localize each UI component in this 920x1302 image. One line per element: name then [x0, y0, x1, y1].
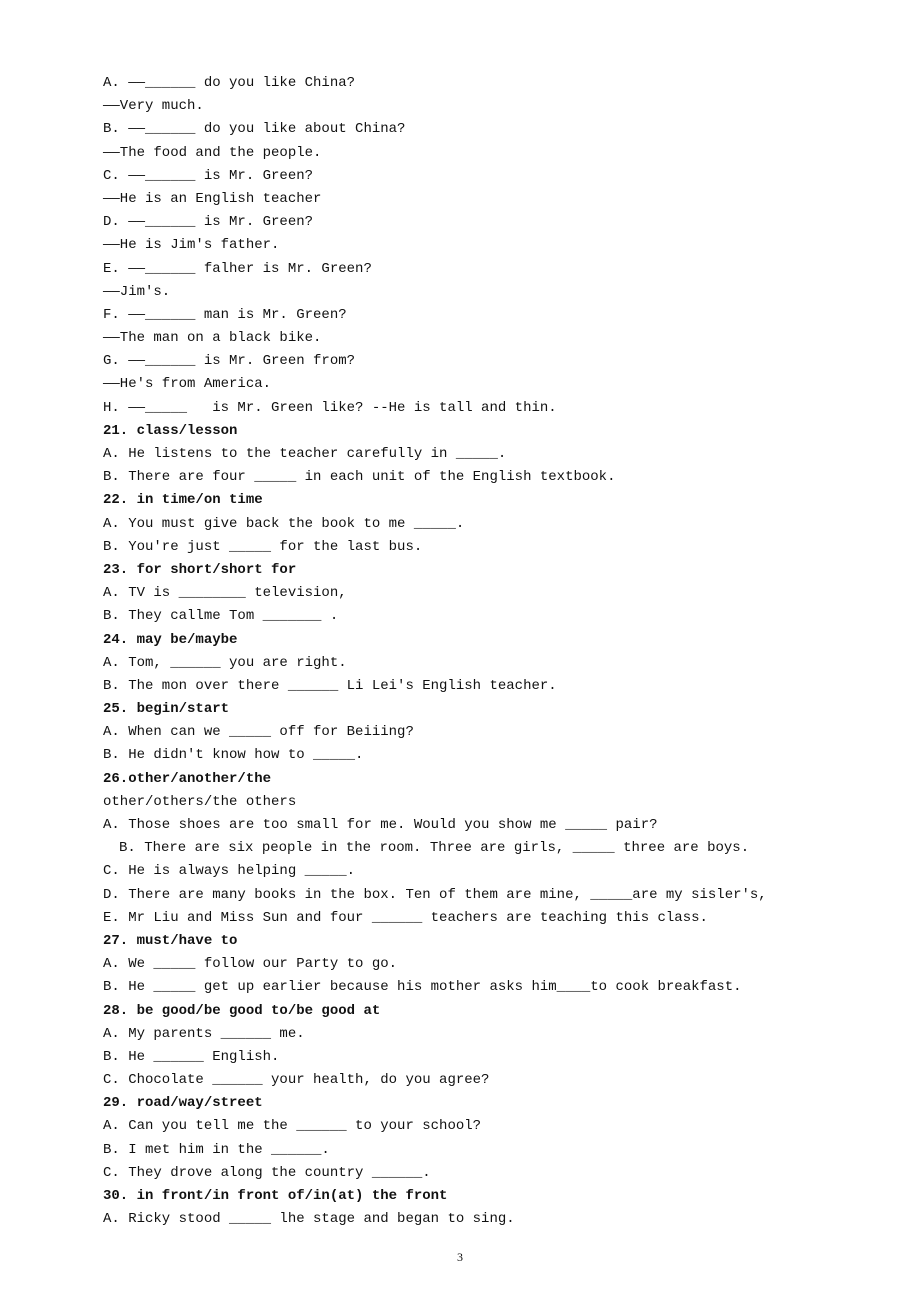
section-heading: 29. road/way/street: [103, 1095, 263, 1112]
exercise-line: ——He is Jim's father.: [103, 237, 280, 254]
exercise-line: B. There are six people in the room. Three are girls, _____ three are boys.: [119, 840, 750, 857]
exercise-line: other/others/the others: [103, 793, 297, 810]
section-heading: 25. begin/start: [103, 701, 230, 718]
exercise-line: B. I met him in the ______.: [103, 1141, 330, 1158]
exercise-line: B. He didn't know how to _____.: [103, 747, 364, 764]
section-heading: 23. for short/short for: [103, 561, 297, 578]
exercise-line: A. We _____ follow our Party to go.: [103, 956, 398, 973]
exercise-line: D. ——______ is Mr. Green?: [103, 214, 314, 231]
exercise-line: ——Jim's.: [103, 283, 171, 300]
exercise-line: B. You're just _____ for the last bus.: [103, 538, 423, 555]
exercise-line: A. My parents ______ me.: [103, 1025, 305, 1042]
exercise-line: A. Ricky stood _____ lhe stage and began to sing.: [103, 1211, 515, 1228]
exercise-line: B. They callme Tom _______ .: [103, 608, 339, 625]
section-heading: 27. must/have to: [103, 932, 238, 949]
exercise-line: A. ——______ do you like China?: [103, 75, 356, 91]
exercise-line: C. ——______ is Mr. Green?: [103, 167, 314, 184]
exercise-line: B. The mon over there ______ Li Lei's English teacher.: [103, 677, 557, 694]
exercise-line: A. You must give back the book to me _____.: [103, 515, 465, 532]
exercise-line: F. ——______ man is Mr. Green?: [103, 306, 347, 323]
exercise-line: B. He _____ get up earlier because his mother asks him____to cook breakfast.: [103, 979, 742, 996]
section-heading: 24. may be/maybe: [103, 631, 238, 648]
section-heading: 26.other/another/the: [103, 770, 272, 787]
exercise-line: A. When can we _____ off for Beiiing?: [103, 724, 414, 741]
exercise-line: ——The food and the people.: [103, 144, 322, 161]
section-heading: 28. be good/be good to/be good at: [103, 1002, 381, 1019]
exercise-line: G. ——______ is Mr. Green from?: [103, 353, 356, 370]
exercise-line: A. Tom, ______ you are right.: [103, 654, 347, 671]
exercise-line: ——He's from America.: [103, 376, 272, 393]
section-heading: 30. in front/in front of/in(at) the front: [103, 1188, 448, 1204]
document-body: [103, 72, 863, 1231]
exercise-line: A. Those shoes are too small for me. Would you show me _____ pair?: [103, 817, 658, 833]
exercise-line: ——The man on a black bike.: [103, 330, 322, 347]
exercise-line: A. TV is ________ television,: [103, 585, 347, 602]
exercise-line: C. He is always helping _____.: [103, 863, 356, 880]
exercise-line: C. Chocolate ______ your health, do you agree?: [103, 1072, 490, 1089]
exercise-line: B. He ______ English.: [103, 1048, 280, 1065]
exercise-line: E. ——______ falher is Mr. Green?: [103, 260, 372, 277]
section-heading: 22. in time/on time: [103, 492, 263, 509]
section-heading: 21. class/lesson: [103, 422, 238, 439]
exercise-line: C. They drove along the country ______.: [103, 1164, 431, 1181]
exercise-line: ——He is an English teacher: [103, 190, 322, 207]
exercise-line: ——Very much.: [103, 98, 204, 115]
exercise-line: H. ——_____ is Mr. Green like? --He is tall and thin.: [103, 399, 557, 416]
exercise-line: B. ——______ do you like about China?: [103, 121, 406, 138]
exercise-line: D. There are many books in the box. Ten of them are mine, _____are my sisler's,: [103, 886, 767, 903]
page-number: 3: [457, 1250, 463, 1264]
exercise-line: A. Can you tell me the ______ to your school?: [103, 1118, 482, 1135]
exercise-line: E. Mr Liu and Miss Sun and four ______ teachers are teaching this class.: [103, 909, 708, 926]
exercise-line: A. He listens to the teacher carefully in _____.: [103, 446, 507, 462]
exercise-line: B. There are four _____ in each unit of the English textbook.: [103, 469, 616, 486]
